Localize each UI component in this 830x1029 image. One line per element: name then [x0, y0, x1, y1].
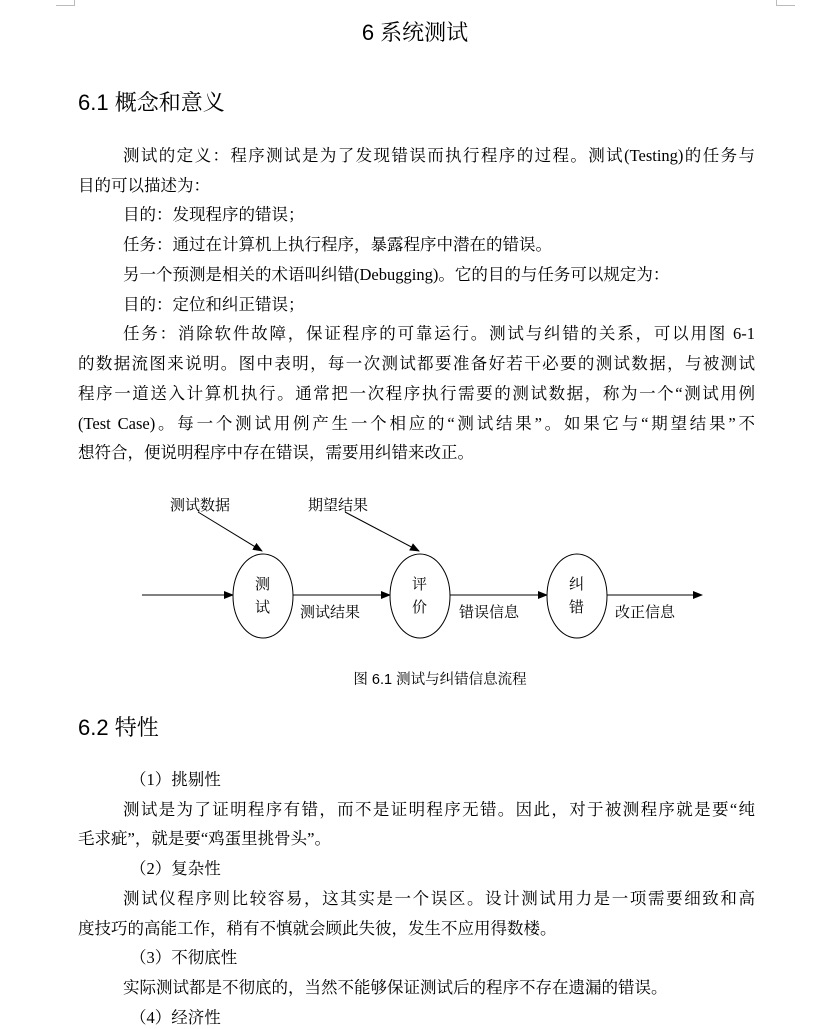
node-evaluate-label: 价: [412, 599, 428, 616]
paragraph-line: 测试仪程序则比较容易，这其实是一个误区。设计测试用力是一项需要细致和高: [123, 889, 755, 908]
arrow-test-data: [198, 512, 262, 551]
node-test-label: 测: [255, 576, 271, 593]
node-debug-label: 纠: [569, 576, 585, 593]
node-evaluate-label: 评: [412, 576, 428, 593]
node-debug-label: 错: [569, 599, 585, 616]
paragraph-line: 任务：消除软件故障，保证程序的可靠运行。测试与纠错的关系，可以用图 6-1: [123, 324, 755, 343]
paragraph-line: 测试是为了证明程序有错，而不是证明程序无错。因此，对于被测程序就是要“纯: [123, 800, 755, 819]
input-label-test-data: 测试数据: [170, 497, 231, 514]
page-title: 6 系统测试: [361, 20, 469, 45]
paragraph-line: 度技巧的高能工作，稍有不慎就会顾此失彼，发生不应用得数楼。: [78, 919, 557, 938]
flow-label-error-info: 错误信息: [459, 604, 520, 621]
list-item-heading: （4）经济性: [130, 1008, 221, 1027]
paragraph-line: 任务：通过在计算机上执行程序，暴露程序中潜在的错误。: [123, 235, 552, 254]
paragraph-line: 目的：发现程序的错误；: [123, 205, 305, 224]
paragraph-line: 目的可以描述为：: [78, 176, 210, 195]
paragraph-line: 想符合，便说明程序中存在错误，需要用纠错来改正。: [78, 443, 474, 462]
paragraph-line: 程序一道送入计算机执行。通常把一次程序执行需要的测试数据，称为一个“测试用例: [78, 384, 755, 403]
flow-label-correction-info: 改正信息: [615, 604, 676, 621]
paragraph-line: 目的：定位和纠正错误；: [123, 295, 305, 314]
figure-caption: 图 6.1 测试与纠错信息流程: [353, 672, 527, 688]
list-item-heading: （3）不彻底性: [130, 948, 238, 967]
node-debug: [547, 554, 607, 638]
paragraph-line: (Test Case)。每一个测试用例产生一个相应的“测试结果”。如果它与“期望结果”不: [78, 414, 755, 433]
page-corner-mark: [56, 0, 75, 6]
flow-diagram: [0, 480, 830, 680]
node-evaluate: [390, 554, 450, 638]
paragraph-line: 毛求疵”，就是要“鸡蛋里挑骨头”。: [78, 829, 331, 848]
section-heading-6-2: 6.2 特性: [78, 715, 159, 740]
input-label-expected-result: 期望结果: [308, 497, 369, 514]
arrow-expected-result: [345, 512, 419, 551]
paragraph-line: 实际测试都是不彻底的，当然不能够保证测试后的程序不存在遗漏的错误。: [123, 978, 668, 997]
paragraph-line: 另一个预测是相关的术语叫纠错(Debugging)。它的目的与任务可以规定为：: [123, 265, 670, 284]
flow-label-test-result: 测试结果: [300, 604, 361, 621]
node-test: [233, 554, 293, 638]
paragraph-line: 的数据流图来说明。图中表明，每一次测试都要准备好若干必要的测试数据，与被测试: [78, 354, 755, 373]
list-item-heading: （1）挑剔性: [130, 770, 221, 789]
node-test-label: 试: [255, 599, 271, 616]
section-heading-6-1: 6.1 概念和意义: [78, 90, 225, 115]
paragraph-line: 测试的定义：程序测试是为了发现错误而执行程序的过程。测试(Testing)的任务与: [123, 146, 755, 165]
page-corner-mark: [776, 0, 795, 6]
list-item-heading: （2）复杂性: [130, 859, 221, 878]
